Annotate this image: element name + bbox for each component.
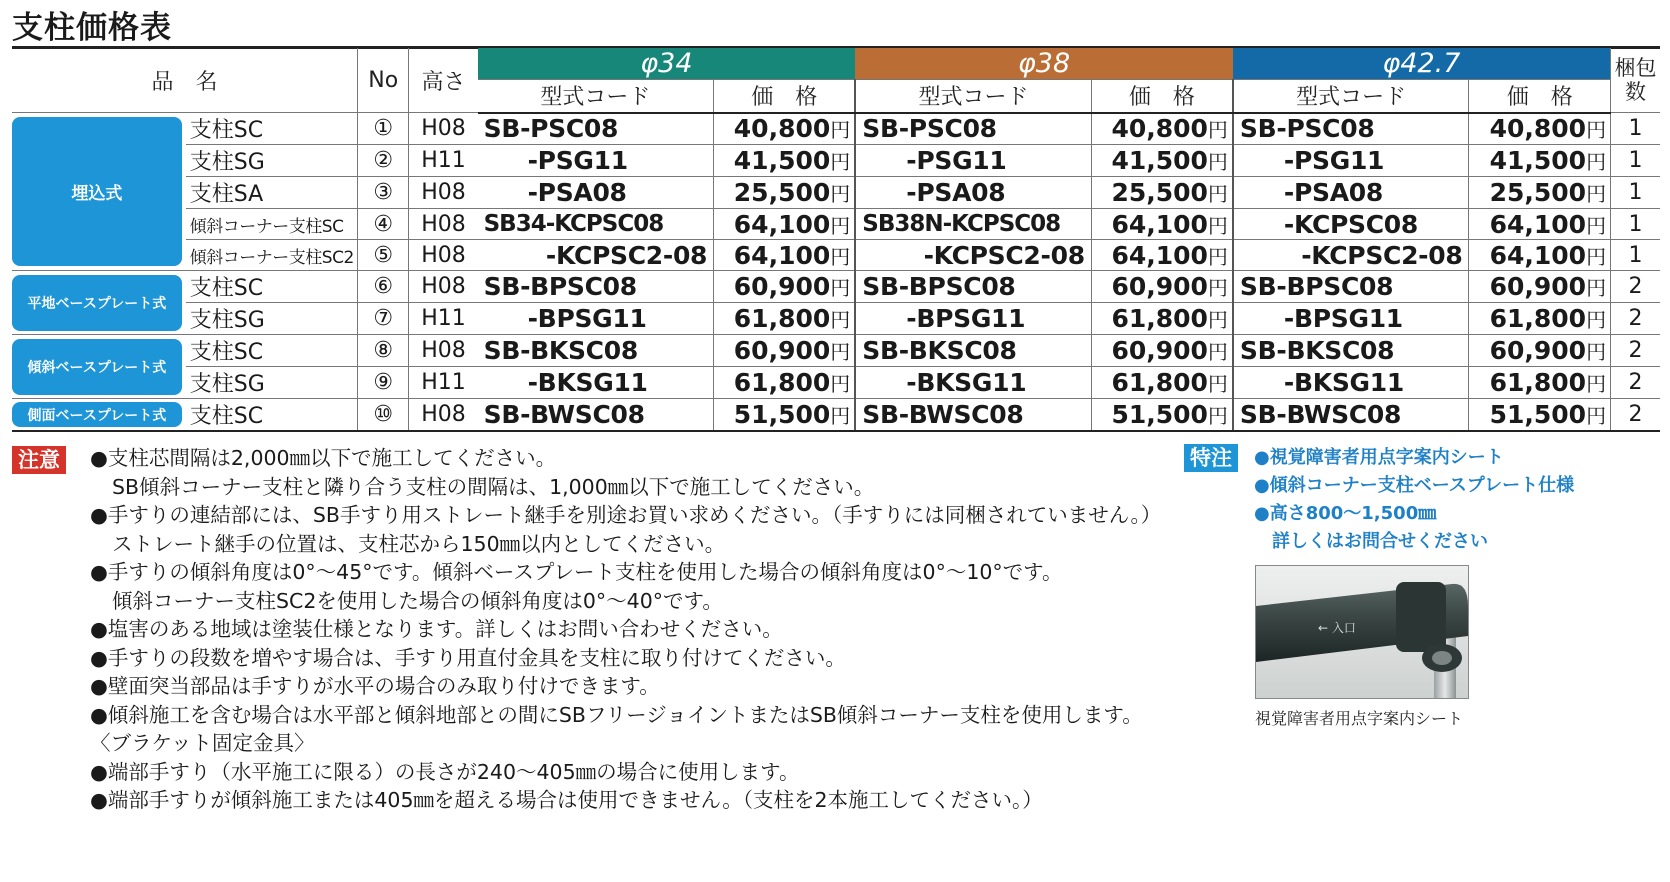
note-item: ●塩害のある地域は塗装仕様となります。詳しくはお問い合わせください。 xyxy=(90,617,783,641)
model-code: -BKSG11 xyxy=(1233,367,1469,399)
price-cell xyxy=(714,335,856,367)
price-value: 51,500 xyxy=(733,400,831,429)
table-row xyxy=(12,145,1660,177)
price-value: 61,800 xyxy=(1111,368,1208,397)
price-value: 64,100 xyxy=(1111,240,1208,270)
note-item: ●端部手すりが傾斜施工または405㎜を超える場合は使用できません。（支柱を2本施工してください。） xyxy=(90,788,1043,812)
price-value: 60,900 xyxy=(1111,272,1208,301)
package-qty: 1 xyxy=(1611,145,1660,177)
price-cell xyxy=(1091,271,1233,303)
yen-unit: 円 xyxy=(830,276,851,300)
package-qty: 1 xyxy=(1611,177,1660,209)
model-code: SB-BPSC08 xyxy=(478,271,714,303)
price-value: 41,500 xyxy=(733,146,831,175)
model-code: -PSA08 xyxy=(1233,177,1469,209)
product-name: 傾斜コーナー支柱SC xyxy=(186,209,358,240)
price-value: 41,500 xyxy=(1489,146,1587,175)
page-title: 支柱価格表 xyxy=(12,10,172,46)
price-value: 61,800 xyxy=(733,368,831,397)
price-value: 25,500 xyxy=(1111,178,1208,207)
row-number: ⑥ xyxy=(357,271,408,303)
row-height: H11 xyxy=(409,303,478,335)
row-height: H08 xyxy=(409,271,478,303)
price-cell xyxy=(1469,367,1611,399)
price-cell xyxy=(1469,177,1611,209)
product-name: 支柱SG xyxy=(186,303,358,335)
yen-unit: 円 xyxy=(1207,276,1228,300)
braille-sheet-photo xyxy=(1255,565,1469,699)
package-qty: 2 xyxy=(1611,399,1660,432)
model-code: -BKSG11 xyxy=(855,367,1091,399)
price-cell xyxy=(1469,209,1611,240)
header-code-427: 型式コード xyxy=(1233,80,1469,113)
model-code: SB-BKSC08 xyxy=(1233,335,1469,367)
price-value: 61,800 xyxy=(1489,304,1587,333)
row-number: ④ xyxy=(357,209,408,240)
row-height: H08 xyxy=(409,113,478,145)
model-code: SB-PSC08 xyxy=(478,113,714,145)
special-item: 詳しくはお問合せください xyxy=(1272,531,1488,552)
price-cell xyxy=(1091,177,1233,209)
row-number: ① xyxy=(357,113,408,145)
special-item: ●視覚障害者用点字案内シート xyxy=(1254,447,1504,468)
yen-unit: 円 xyxy=(1586,340,1607,364)
model-code: -PSG11 xyxy=(478,145,714,177)
price-value: 41,500 xyxy=(1111,146,1208,175)
model-code: SB-PSC08 xyxy=(855,113,1091,145)
model-code: -PSG11 xyxy=(855,145,1091,177)
note-item: ●端部手すり（水平施工に限る）の長さが240～405㎜の場合に使用します。 xyxy=(90,759,800,784)
row-height: H08 xyxy=(409,240,478,271)
yen-unit: 円 xyxy=(830,340,851,364)
yen-unit: 円 xyxy=(830,118,851,143)
price-cell xyxy=(714,271,856,303)
yen-unit: 円 xyxy=(1207,182,1228,206)
row-height: H11 xyxy=(409,367,478,399)
price-value: 64,100 xyxy=(733,240,831,270)
yen-unit: 円 xyxy=(1586,150,1607,174)
product-name: 支柱SC xyxy=(186,399,358,432)
package-qty: 1 xyxy=(1611,209,1660,240)
price-value: 51,500 xyxy=(1111,400,1208,429)
price-cell xyxy=(714,113,856,145)
price-cell xyxy=(1469,145,1611,177)
header-no: No xyxy=(357,48,408,113)
table-row xyxy=(12,240,1660,271)
model-code: -PSG11 xyxy=(1233,145,1469,177)
price-value: 60,900 xyxy=(733,336,831,365)
price-value: 51,500 xyxy=(1489,400,1587,429)
table-row xyxy=(12,399,1660,432)
row-number: ⑨ xyxy=(357,367,408,399)
price-cell xyxy=(1469,271,1611,303)
model-code: SB-BPSC08 xyxy=(1233,271,1469,303)
model-code: SB-BWSC08 xyxy=(1233,399,1469,432)
notes-list xyxy=(90,444,1161,815)
row-height: H08 xyxy=(409,209,478,240)
package-qty: 1 xyxy=(1611,240,1660,271)
yen-unit: 円 xyxy=(830,150,851,174)
price-cell xyxy=(1469,240,1611,271)
model-code: -KCPSC2-08 xyxy=(855,240,1091,271)
product-name: 支柱SC xyxy=(186,271,358,303)
notes-tag: 注意 xyxy=(12,446,66,474)
header-price-34: 価 格 xyxy=(714,80,856,113)
yen-unit: 円 xyxy=(1586,213,1607,238)
row-number: ③ xyxy=(357,177,408,209)
price-value: 60,900 xyxy=(1111,336,1208,365)
category-cell xyxy=(12,399,186,432)
header-qty: 梱包数 xyxy=(1611,48,1660,113)
table-row xyxy=(12,271,1660,303)
special-item: ●高さ800～1,500㎜ xyxy=(1254,503,1437,524)
yen-unit: 円 xyxy=(1586,244,1607,269)
price-table xyxy=(12,48,1660,432)
model-code: -BPSG11 xyxy=(855,303,1091,335)
price-cell xyxy=(714,367,856,399)
row-number: ⑤ xyxy=(357,240,408,271)
photo-illustration xyxy=(1256,566,1468,698)
model-code: SB-BKSC08 xyxy=(478,335,714,367)
model-code: -PSA08 xyxy=(478,177,714,209)
header-code-38: 型式コード xyxy=(855,80,1091,113)
note-item: SB傾斜コーナー支柱と隣り合う支柱の間隔は、1,000㎜以下で施工してください。 xyxy=(112,474,875,499)
price-value: 25,500 xyxy=(1489,178,1587,207)
price-cell xyxy=(1091,145,1233,177)
yen-unit: 円 xyxy=(1207,213,1228,238)
note-item: ●傾斜施工を含む場合は水平部と傾斜地部との間にSBフリージョイントまたはSB傾斜コーナー支柱を使用します。 xyxy=(90,702,1143,727)
yen-unit: 円 xyxy=(1207,244,1228,269)
special-item: ●傾斜コーナー支柱ベースプレート仕様 xyxy=(1254,475,1575,496)
table-row xyxy=(12,209,1660,240)
model-code: -KCPSC2-08 xyxy=(1233,240,1469,271)
note-item: ●手すりの傾斜角度は0°～45°です。傾斜ベースプレート支柱を使用した場合の傾斜角度は0°～10°です。 xyxy=(90,560,1063,584)
table-row xyxy=(12,113,1660,145)
category-cell xyxy=(12,271,186,335)
table-row xyxy=(12,303,1660,335)
price-cell xyxy=(714,240,856,271)
header-group-34: φ34 xyxy=(478,48,856,80)
yen-unit: 円 xyxy=(1207,404,1228,428)
row-height: H08 xyxy=(409,177,478,209)
price-value: 60,900 xyxy=(733,272,831,301)
price-cell xyxy=(1469,113,1611,145)
model-code: -BKSG11 xyxy=(478,367,714,399)
price-value: 64,100 xyxy=(1489,209,1587,239)
special-tag: 特注 xyxy=(1184,444,1238,472)
product-name: 支柱SG xyxy=(186,145,358,177)
yen-unit: 円 xyxy=(1586,372,1607,396)
category-label: 側面ベースプレート式 xyxy=(12,402,182,427)
package-qty: 2 xyxy=(1611,271,1660,303)
yen-unit: 円 xyxy=(1207,372,1228,396)
price-cell xyxy=(1091,240,1233,271)
package-qty: 2 xyxy=(1611,303,1660,335)
note-item: ●支柱芯間隔は2,000㎜以下で施工してください。 xyxy=(90,446,557,470)
note-item: ●壁面突当部品は手すりが水平の場合のみ取り付けできます。 xyxy=(90,674,660,698)
table-row xyxy=(12,367,1660,399)
price-value: 64,100 xyxy=(1489,240,1587,270)
price-value: 25,500 xyxy=(733,178,831,207)
table-row xyxy=(12,335,1660,367)
special-list xyxy=(1254,444,1574,556)
row-number: ② xyxy=(357,145,408,177)
table-row xyxy=(12,177,1660,209)
note-item: 傾斜コーナー支柱SC2を使用した場合の傾斜角度は0°～40°です。 xyxy=(112,588,723,613)
category-label: 平地ベースプレート式 xyxy=(12,275,182,331)
package-qty: 1 xyxy=(1611,113,1660,145)
price-cell xyxy=(714,399,856,432)
product-name: 支柱SA xyxy=(186,177,358,209)
row-number: ⑦ xyxy=(357,303,408,335)
category-cell xyxy=(12,113,186,271)
yen-unit: 円 xyxy=(1586,118,1607,143)
header-product-name: 品 名 xyxy=(12,48,357,113)
yen-unit: 円 xyxy=(1207,308,1228,332)
price-cell xyxy=(1091,399,1233,432)
product-name: 支柱SG xyxy=(186,367,358,399)
product-name: 傾斜コーナー支柱SC2 xyxy=(186,240,358,271)
price-value: 64,100 xyxy=(733,209,831,239)
price-cell xyxy=(1091,303,1233,335)
model-code: -KCPSC08 xyxy=(1233,209,1469,240)
row-number: ⑩ xyxy=(357,399,408,432)
note-item: ●手すりの段数を増やす場合は、手すり用直付金具を支柱に取り付けてください。 xyxy=(90,645,846,670)
row-height: H08 xyxy=(409,399,478,432)
yen-unit: 円 xyxy=(830,308,851,332)
row-number: ⑧ xyxy=(357,335,408,367)
package-qty: 2 xyxy=(1611,367,1660,399)
note-item: ●手すりの連結部には、SB手すり用ストレート継手を別途お買い求めください。（手すりには同梱されていません。） xyxy=(90,503,1162,527)
price-cell xyxy=(714,177,856,209)
yen-unit: 円 xyxy=(830,213,851,238)
category-label: 傾斜ベースプレート式 xyxy=(12,339,182,395)
model-code: -BPSG11 xyxy=(478,303,714,335)
yen-unit: 円 xyxy=(1586,276,1607,300)
model-code: SB-BWSC08 xyxy=(478,399,714,432)
yen-unit: 円 xyxy=(830,372,851,396)
package-qty: 2 xyxy=(1611,335,1660,367)
yen-unit: 円 xyxy=(1207,150,1228,174)
header-group-38: φ38 xyxy=(855,48,1233,80)
price-value: 60,900 xyxy=(1489,272,1587,301)
price-cell xyxy=(1469,335,1611,367)
price-value: 61,800 xyxy=(1111,304,1208,333)
price-cell xyxy=(714,209,856,240)
price-value: 40,800 xyxy=(1489,114,1587,144)
model-code: SB-BPSC08 xyxy=(855,271,1091,303)
price-cell xyxy=(1469,399,1611,432)
price-value: 64,100 xyxy=(1111,209,1208,239)
price-value: 40,800 xyxy=(1111,114,1208,144)
price-cell xyxy=(714,145,856,177)
header-code-34: 型式コード xyxy=(478,80,714,113)
model-code: -PSA08 xyxy=(855,177,1091,209)
product-name: 支柱SC xyxy=(186,113,358,145)
yen-unit: 円 xyxy=(830,244,851,269)
header-price-427: 価 格 xyxy=(1469,80,1611,113)
yen-unit: 円 xyxy=(1207,118,1228,143)
model-code: SB-BKSC08 xyxy=(855,335,1091,367)
note-item: ストレート継手の位置は、支柱芯から150㎜以内としてください。 xyxy=(112,531,726,556)
model-code: -BPSG11 xyxy=(1233,303,1469,335)
photo-caption: 視覚障害者用点字案内シート xyxy=(1255,709,1464,728)
yen-unit: 円 xyxy=(1586,404,1607,428)
price-value: 61,800 xyxy=(733,304,831,333)
price-cell xyxy=(1091,113,1233,145)
model-code: SB34-KCPSC08 xyxy=(478,209,714,240)
yen-unit: 円 xyxy=(830,404,851,428)
yen-unit: 円 xyxy=(1586,182,1607,206)
note-item: 〈ブラケット固定金具〉 xyxy=(90,731,315,755)
price-cell xyxy=(714,303,856,335)
price-cell xyxy=(1469,303,1611,335)
photo-sign-text: ← 入口 xyxy=(1318,621,1356,635)
price-cell xyxy=(1091,367,1233,399)
model-code: SB-BWSC08 xyxy=(855,399,1091,432)
price-value: 61,800 xyxy=(1489,368,1587,397)
header-price-38: 価 格 xyxy=(1091,80,1233,113)
model-code: -KCPSC2-08 xyxy=(478,240,714,271)
row-height: H11 xyxy=(409,145,478,177)
price-cell xyxy=(1091,209,1233,240)
price-value: 40,800 xyxy=(733,114,831,144)
model-code: SB-PSC08 xyxy=(1233,113,1469,145)
product-name: 支柱SC xyxy=(186,335,358,367)
model-code: SB38N-KCPSC08 xyxy=(855,209,1091,240)
header-height: 高さ xyxy=(409,48,478,113)
price-cell xyxy=(1091,335,1233,367)
row-height: H08 xyxy=(409,335,478,367)
category-label: 埋込式 xyxy=(12,117,182,266)
yen-unit: 円 xyxy=(1586,308,1607,332)
yen-unit: 円 xyxy=(830,182,851,206)
yen-unit: 円 xyxy=(1207,340,1228,364)
category-cell xyxy=(12,335,186,399)
price-value: 60,900 xyxy=(1489,336,1587,365)
header-group-427: φ42.7 xyxy=(1233,48,1611,80)
